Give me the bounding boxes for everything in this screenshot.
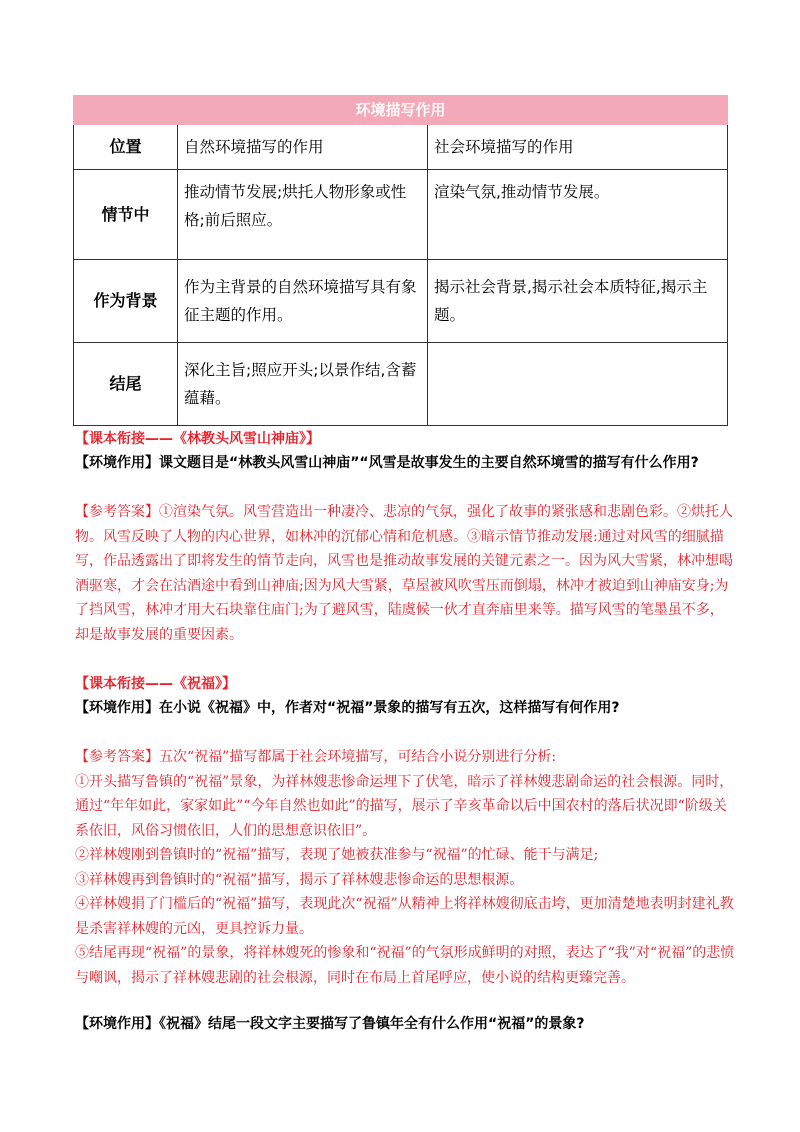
question-text: 课文题目是“林教头风雪山神庙”“风雪是故事发生的主要自然环境雪的描写有什么作用? bbox=[159, 454, 699, 471]
question-tag: 【环境作用】 bbox=[75, 454, 159, 471]
table-title: 环境描写作用 bbox=[74, 96, 728, 125]
answer-intro: 五次“祝福”描写都属于社会环境描写，可结合小说分别进行分析: bbox=[159, 749, 557, 765]
row-social-background: 揭示社会背景,揭示社会本质特征,揭示主题。 bbox=[428, 260, 728, 343]
row-social-plot: 渲染气氛,推动情节发展。 bbox=[428, 170, 728, 260]
question-line bbox=[75, 452, 735, 476]
answer-point-1: ①开头描写鲁镇的“祝福”景象，为祥林嫂悲惨命运埋下了伏笔，暗示了祥林嫂悲剧命运的社会根源。同时，通过“年年如此，家家如此”“今年自然也如此”的描写，展示了辛亥革命以后中国农村的落后状况即“阶级关系依旧，风俗习惯依旧，人们的思想意识依旧”。 bbox=[75, 773, 734, 839]
table-header-row bbox=[74, 125, 728, 170]
row-natural-ending: 深化主旨;照应开头;以景作结,含蓄蕴藉。 bbox=[178, 343, 428, 426]
table-row bbox=[74, 343, 728, 426]
section-zhufu-ending bbox=[75, 1013, 735, 1037]
answer-text: ①渲染气氛。风雪营造出一种凄冷、悲凉的气氛，强化了故事的紧张感和悲剧色彩。②烘托人物。风雪反映了人物的内心世界，如林冲的沉郁心情和危机感。③暗示情节推动发展:通过对风雪的细腻描写，作品透露出了即将发生的情节走向，风雪也是推动故事发展的关键元素之一。因为风大雪紧，林冲想喝酒驱寒，才会在沽酒途中看到山神庙;因为风大雪紧，草屋被风吹雪压而倒塌，林冲才被迫到山神庙安身;为了挡风雪，林冲才用大石块靠住庙门;为了避风雪，陆虞候一伙才直奔庙里来等。描写风雪的笔墨虽不多，却是故事发展的重要因素。 bbox=[75, 504, 733, 643]
question-text: 《祝福》结尾一段文字主要描写了鲁镇年全有什么作用“祝福”的景象? bbox=[159, 1016, 585, 1032]
header-natural: 自然环境描写的作用 bbox=[178, 125, 428, 170]
row-label-ending: 结尾 bbox=[74, 343, 178, 426]
environment-table bbox=[73, 95, 728, 426]
answer-tag: 【参考答案】 bbox=[75, 749, 159, 765]
table-row bbox=[74, 260, 728, 343]
question-line bbox=[75, 697, 735, 721]
question-line bbox=[75, 1013, 735, 1037]
row-natural-plot: 推动情节发展;烘托人物形象或性格;前后照应。 bbox=[178, 170, 428, 260]
answer-paragraph bbox=[75, 500, 735, 647]
answer-point-5: ⑤结尾再现“祝福”的景象，将祥林嫂死的惨象和“祝福”的气氛形成鲜明的对照，表达了“我”对“祝福”的悲愤与嘲讽，揭示了祥林嫂悲剧的社会根源，同时在布局上首尾呼应，使小说的结构更臻完善。 bbox=[75, 945, 735, 986]
section-lin-chong bbox=[75, 428, 735, 475]
answer-point-2: ②祥林嫂刚到鲁镇时的“祝福”描写，表现了她被获准参与“祝福”的忙碌、能干与满足; bbox=[75, 847, 599, 863]
answer-point-4: ④祥林嫂捐了门槛后的“祝福”描写，表现此次“祝福”从精神上将祥林嫂彻底击垮，更加清楚地表明封建礼教是杀害祥林嫂的元凶，更具控诉力量。 bbox=[75, 896, 734, 937]
section-zhufu bbox=[75, 673, 735, 720]
answer-block-1 bbox=[75, 500, 735, 647]
answer-paragraph bbox=[75, 745, 735, 770]
row-label-plot: 情节中 bbox=[74, 170, 178, 260]
question-text: 在小说《祝福》中，作者对“祝福”景象的描写有五次，这样描写有何作用? bbox=[159, 699, 620, 716]
row-natural-background: 作为主背景的自然环境描写具有象征主题的作用。 bbox=[178, 260, 428, 343]
textbook-link-heading: 【课本衔接——《祝福》】 bbox=[75, 676, 236, 692]
header-social: 社会环境描写的作用 bbox=[428, 125, 728, 170]
question-tag: 【环境作用】 bbox=[75, 1016, 159, 1032]
header-position: 位置 bbox=[74, 125, 178, 170]
textbook-link-heading: 【课本衔接——《林教头风雪山神庙》】 bbox=[75, 431, 320, 447]
answer-block-2 bbox=[75, 745, 735, 990]
table-title-row bbox=[74, 96, 728, 125]
row-label-background: 作为背景 bbox=[74, 260, 178, 343]
answer-tag: 【参考答案】 bbox=[75, 504, 159, 520]
table-row bbox=[74, 170, 728, 260]
question-tag: 【环境作用】 bbox=[75, 699, 159, 716]
answer-point-3: ③祥林嫂再到鲁镇时的“祝福”描写，揭示了祥林嫂悲惨命运的思想根源。 bbox=[75, 871, 524, 888]
row-social-ending bbox=[428, 343, 728, 426]
